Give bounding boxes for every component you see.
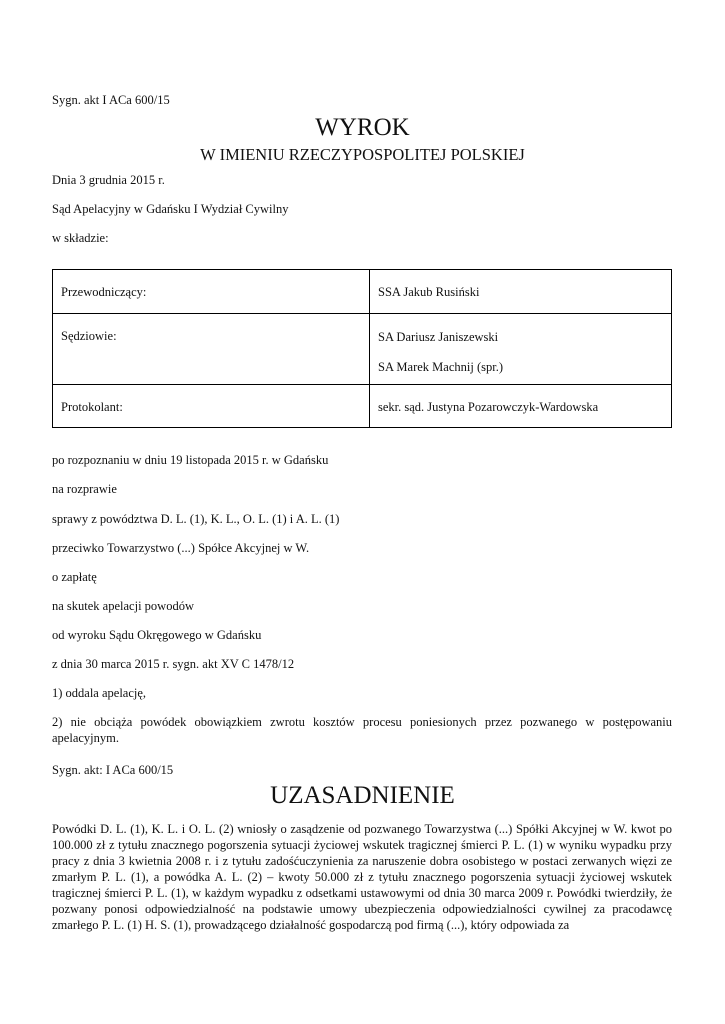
clerk-label: Protokolant: (53, 385, 370, 428)
judges-cell (370, 314, 672, 385)
chair-label: Przewodniczący: (53, 270, 370, 314)
composition-intro: w składzie: (52, 231, 109, 245)
ruling-item-1: 1) oddala apelację, (52, 686, 147, 700)
judges-label: Sędziowie: (53, 314, 370, 385)
proceedings-line: sprawy z powództwa D. L. (1), K. L., O. L. (1) i A. L. (1) (52, 512, 340, 526)
proceedings-line: o zapłatę (52, 570, 97, 584)
proceedings-line: przeciwko Towarzystwo (...) Spółce Akcyjnej w W. (52, 541, 310, 555)
table-row (53, 270, 672, 314)
proceedings-line: z dnia 30 marca 2015 r. sygn. akt XV C 1478/12 (52, 657, 295, 671)
composition-table (52, 269, 672, 428)
justification-signature: Sygn. akt: I ACa 600/15 (52, 763, 174, 777)
table-row (53, 314, 672, 385)
document-subtitle: W IMIENIU RZECZYPOSPOLITEJ POLSKIEJ (200, 145, 525, 164)
proceedings-line: po rozpoznaniu w dniu 19 listopada 2015 r. w Gdańsku (52, 453, 329, 467)
judgment-date: Dnia 3 grudnia 2015 r. (52, 173, 165, 187)
proceedings-line: na rozprawie (52, 482, 117, 496)
judge-2: SA Marek Machnij (spr.) (378, 360, 503, 374)
table-row (53, 385, 672, 428)
judge-1: SA Dariusz Janiszewski (378, 330, 499, 344)
proceedings-line: od wyroku Sądu Okręgowego w Gdańsku (52, 628, 262, 642)
case-signature: Sygn. akt I ACa 600/15 (52, 93, 170, 107)
chair-value: SSA Jakub Rusiński (370, 270, 672, 314)
document-title: WYROK (315, 114, 410, 141)
court-name: Sąd Apelacyjny w Gdańsku I Wydział Cywilny (52, 202, 289, 216)
clerk-value: sekr. sąd. Justyna Pozarowczyk-Wardowska (370, 385, 672, 428)
ruling-item-2: 2) nie obciąża powódek obowiązkiem zwrotu kosztów procesu poniesionych przez pozwanego w postępowaniu apelacyjnym. (52, 715, 672, 745)
justification-body: Powódki D. L. (1), K. L. i O. L. (2) wniosły o zasądzenie od pozwanego Towarzystwa (...) Spółki Akcyjnej w W. kwot po 100.000 zł z tytułu znacznego pogorszenia sytuacji życiowej wskutek tragicznej śmierci P. L. (1) w wyniku wypadku przy pracy z dnia 3 kwietnia 2008 r. i z tytułu zadośćuczynienia za naruszenie dobra osobistego w postaci zerwanych więzi ze zmarłym P. L. (1), a powódka A. L. (2) – kwoty 50.000 zł z tytułu znacznego pogorszenia sytuacji życiowej wskutek tragicznej śmierci P. L. (1), w każdym wypadku z odsetkami ustawowymi od dnia 30 marca 2009 r. Powódki twierdziły, że pozwany ponosi odpowiedzialność na podstawie umowy ubezpieczenia odpowiedzialności cywilnej za pracodawcę zmarłego P. L. (1) H. S. (1), prowadzącego działalność gospodarczą pod firmą (...), który odpowiada za (52, 822, 672, 932)
proceedings-line: na skutek apelacji powodów (52, 599, 194, 613)
justification-title: UZASADNIENIE (270, 782, 455, 809)
